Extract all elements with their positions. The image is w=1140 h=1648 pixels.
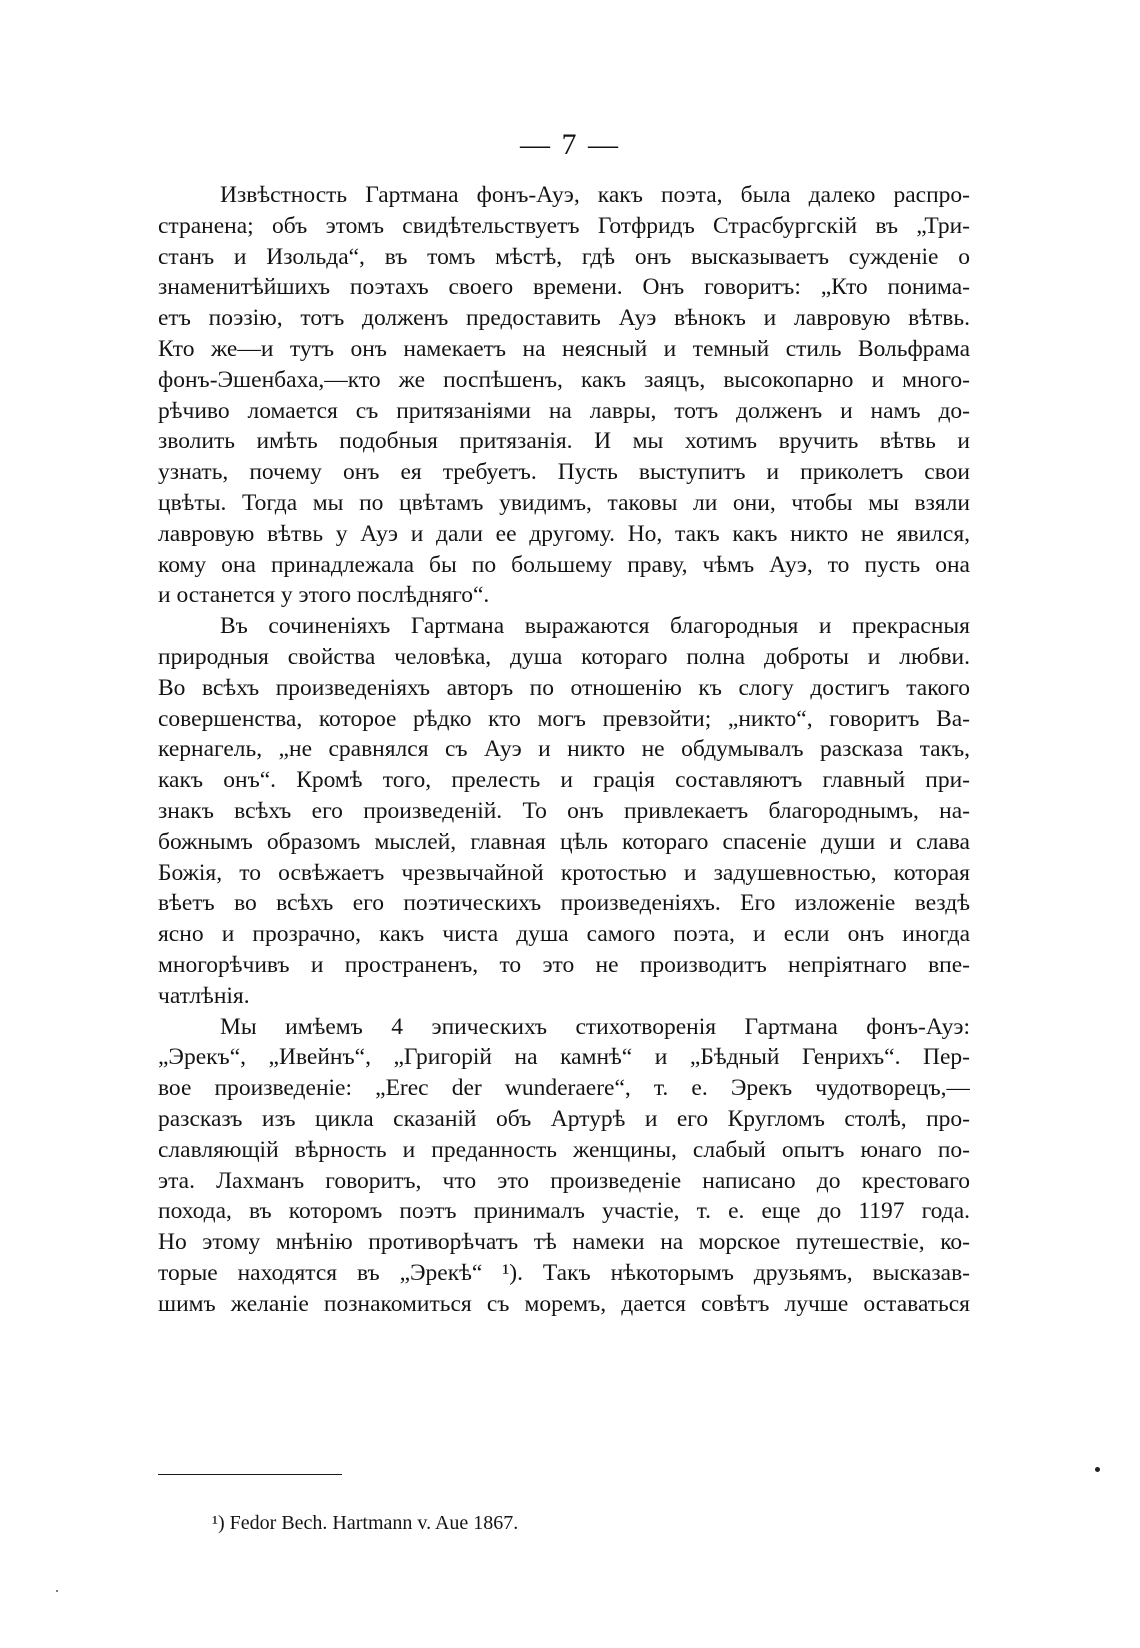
paragraph bbox=[158, 611, 970, 1011]
text-line: совершенства, которое рѣдко кто могъ превзойти; „никто“, говоритъ Ва- bbox=[158, 705, 970, 732]
text-line: кернагель, „не сравнялся съ Ауэ и никто не обдумывалъ разсказа такъ, bbox=[158, 736, 970, 763]
ink-speck bbox=[1095, 1467, 1100, 1472]
text-line: фонъ-Эшенбаха,—кто же поспѣшенъ, какъ заяцъ, высокопарно и много- bbox=[158, 366, 970, 393]
text-line: знакъ всѣхъ его произведеній. То онъ привлекаетъ благороднымъ, на- bbox=[158, 797, 970, 824]
text-line: торые находятся въ „Эрекѣ“ ¹). Такъ нѣкоторымъ друзьямъ, высказав- bbox=[158, 1259, 970, 1286]
text-line: разсказъ изъ цикла сказаній объ Артурѣ и его Кругломъ столѣ, про- bbox=[158, 1105, 970, 1132]
text-line: лавровую вѣтвь у Ауэ и дали ее другому. Но, такъ какъ никто не явился, bbox=[158, 520, 970, 547]
page-number: — 7 — bbox=[520, 128, 620, 161]
text-line: кому она принадлежала бы по большему праву, чѣмъ Ауэ, то пусть она bbox=[158, 551, 970, 578]
text-line: цвѣты. Тогда мы по цвѣтамъ увидимъ, таковы ли они, чтобы мы взяли bbox=[158, 489, 970, 516]
text-line: станъ и Изольда“, въ томъ мѣстѣ, гдѣ онъ высказываетъ сужденіе о bbox=[158, 243, 970, 270]
footnote-divider bbox=[158, 1474, 342, 1475]
paragraph bbox=[158, 180, 970, 611]
text-line: вѣетъ во всѣхъ его поэтическихъ произведеніяхъ. Его изложеніе вездѣ bbox=[158, 890, 970, 917]
text-line: славляющій вѣрность и преданность женщины, слабый опытъ юнаго по- bbox=[158, 1136, 970, 1163]
text-line: похода, въ которомъ поэтъ принималъ участіе, т. е. еще до 1197 года. bbox=[158, 1198, 970, 1225]
ink-speck bbox=[56, 1590, 58, 1592]
text-line: многорѣчивъ и пространенъ, то это не производитъ непріятнаго впе- bbox=[158, 951, 970, 978]
text-line: ясно и прозрачно, какъ чиста душа самого поэта, и если онъ иногда bbox=[158, 921, 970, 948]
text-line: Но этому мнѣнію противорѣчатъ тѣ намеки на морское путешествіе, ко- bbox=[158, 1229, 970, 1256]
text-line: вое произведеніе: „Erec der wunderaere“, т. е. Эрекъ чудотворецъ,— bbox=[158, 1075, 970, 1102]
text-line: рѣчиво ломается съ притязаніями на лавры, тотъ долженъ и намъ до- bbox=[158, 397, 970, 424]
text-line: етъ поэзію, тотъ долженъ предоставить Ауэ вѣнокъ и лавровую вѣтвь. bbox=[158, 305, 970, 332]
footnote: ¹) Fedor Bech. Hartmann v. Aue 1867. bbox=[212, 1512, 519, 1534]
text-line: природныя свойства человѣка, душа котораго полна доброты и любви. bbox=[158, 643, 970, 670]
text-line: Въ сочиненіяхъ Гартмана выражаются благородныя и прекрасныя bbox=[220, 613, 970, 640]
text-line: божнымъ образомъ мыслей, главная цѣль котораго спасеніе души и слава bbox=[158, 828, 970, 855]
text-line: шимъ желаніе познакомиться съ моремъ, дается совѣтъ лучше оставаться bbox=[158, 1290, 970, 1317]
text-line: чатлѣнія. bbox=[158, 982, 250, 1009]
text-line: узнать, почему онъ ея требуетъ. Пусть выступитъ и приколетъ свои bbox=[158, 459, 970, 486]
text-line: и останется у этого послѣдняго“. bbox=[158, 582, 490, 609]
text-line: какъ онъ“. Кромѣ того, прелесть и грація составляютъ главный при- bbox=[158, 767, 970, 794]
text-line: эта. Лахманъ говоритъ, что это произведеніе написано до крестоваго bbox=[158, 1167, 970, 1194]
text-line: „Эрекъ“, „Ивейнъ“, „Григорій на камнѣ“ и „Бѣдный Генрихъ“. Пер- bbox=[158, 1044, 970, 1071]
text-line: Божія, то освѣжаетъ чрезвычайной кротостью и задушевностью, которая bbox=[158, 859, 970, 886]
text-line: зволить имѣть подобныя притязанія. И мы хотимъ вручить вѣтвь и bbox=[158, 428, 970, 455]
paragraph bbox=[158, 1012, 970, 1320]
text-line: Кто же—и тутъ онъ намекаетъ на неясный и темный стиль Вольфрама bbox=[158, 335, 970, 362]
text-line: Мы имѣемъ 4 эпическихъ стихотворенія Гартмана фонъ-Ауэ: bbox=[220, 1013, 970, 1040]
text-line: странена; объ этомъ свидѣтельствуетъ Готфридъ Страсбургскій въ „Три- bbox=[158, 212, 970, 239]
body-text bbox=[158, 180, 970, 1319]
text-line: Во всѣхъ произведеніяхъ авторъ по отношенію къ слогу достигъ такого bbox=[158, 674, 970, 701]
text-line: знаменитѣйшихъ поэтахъ своего времени. Онъ говоритъ: „Кто понима- bbox=[158, 274, 970, 301]
text-line: Извѣстность Гартмана фонъ-Ауэ, какъ поэта, была далеко распро- bbox=[220, 182, 970, 208]
